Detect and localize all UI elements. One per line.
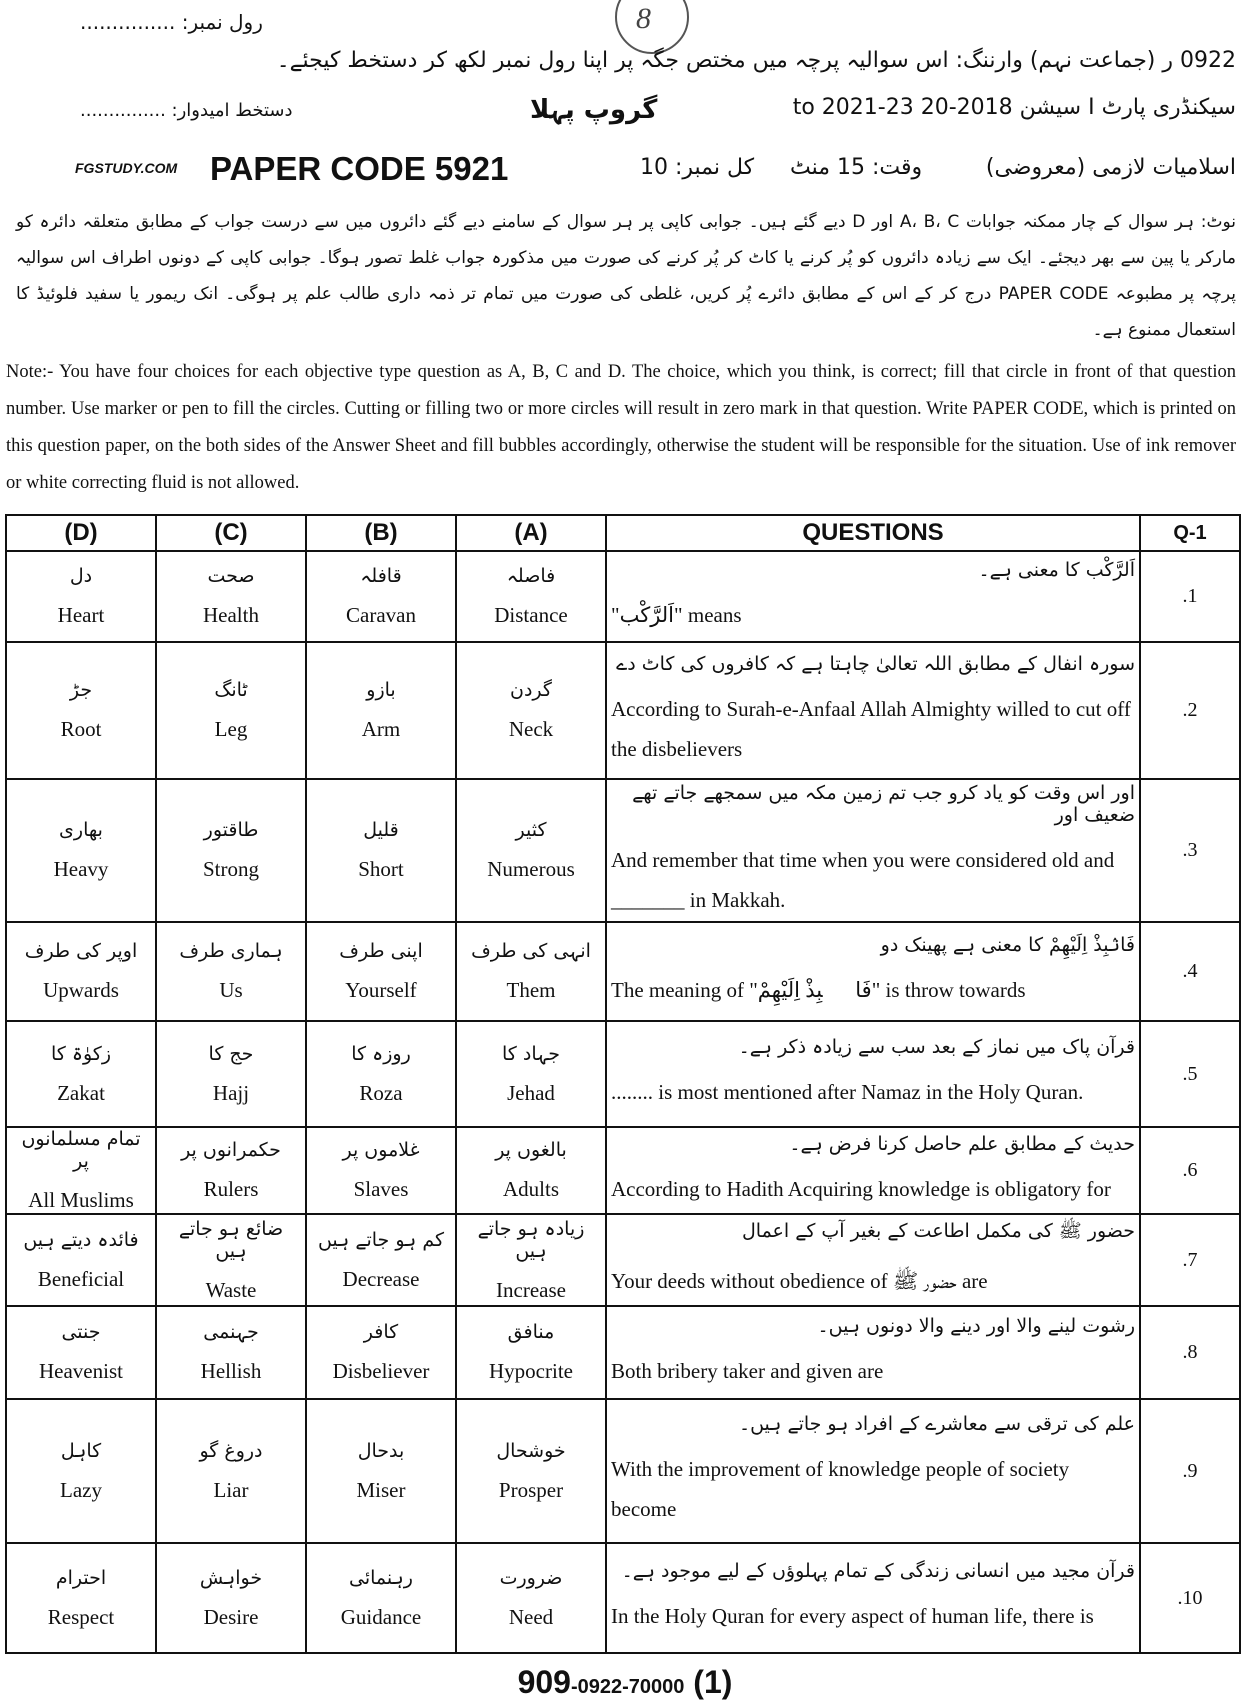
option-english: Heavenist xyxy=(39,1359,123,1383)
option-urdu: ٹانگ xyxy=(214,679,248,701)
question-cell xyxy=(606,922,1140,1021)
table-row xyxy=(6,779,1240,922)
option-urdu: غلاموں پر xyxy=(342,1139,420,1161)
question-cell xyxy=(606,1214,1140,1306)
option-english: Us xyxy=(219,978,243,1002)
option-b xyxy=(306,1399,456,1543)
question-number: .7 xyxy=(1140,1214,1240,1306)
option-urdu: منافق xyxy=(507,1321,555,1343)
question-number: .1 xyxy=(1140,551,1240,642)
option-urdu: بھاری xyxy=(59,819,103,841)
option-english: Waste xyxy=(205,1277,257,1302)
option-english: Short xyxy=(358,857,404,881)
table-row xyxy=(6,1306,1240,1399)
question-number: .10 xyxy=(1140,1543,1240,1653)
option-urdu: کافر xyxy=(363,1321,399,1343)
question-number: .5 xyxy=(1140,1021,1240,1127)
handwritten-mark: 8 xyxy=(636,2,651,35)
option-urdu: تمام مسلمانوں پر xyxy=(21,1128,141,1172)
option-b xyxy=(306,551,456,642)
option-english: Arm xyxy=(361,717,401,741)
option-urdu: قلیل xyxy=(363,819,399,841)
question-cell xyxy=(606,1021,1140,1127)
option-a xyxy=(456,642,606,779)
question-urdu: حضور ﷺ کی مکمل اطاعت کے بغیر آپ کے اعمال xyxy=(741,1220,1135,1242)
option-urdu: دل xyxy=(69,565,93,587)
footer-code: 909 xyxy=(517,1664,571,1700)
question-cell xyxy=(606,1306,1140,1399)
option-b xyxy=(306,1306,456,1399)
option-urdu: کاہل xyxy=(60,1439,102,1462)
option-urdu: فائدہ دیتے ہیں xyxy=(23,1228,139,1251)
option-english: Upwards xyxy=(43,978,119,1002)
question-english: ........ is most mentioned after Namaz in the Holy Quran. xyxy=(611,1080,1084,1104)
option-c xyxy=(156,642,306,779)
session-line: سیکنڈری پارٹ I سیشن 2018-20 to 2021-23 xyxy=(792,95,1236,120)
question-english: Both bribery taker and given are xyxy=(611,1358,884,1383)
question-urdu: حدیث کے مطابق علم حاصل کرنا فرض ہے۔ xyxy=(789,1132,1135,1155)
option-d xyxy=(6,1214,156,1306)
option-english: Need xyxy=(508,1604,554,1629)
option-urdu: کم ہو جاتے ہیں xyxy=(317,1228,445,1251)
option-english: Roza xyxy=(359,1080,403,1105)
option-urdu: رہنمائی xyxy=(349,1566,413,1589)
table-header-row xyxy=(6,515,1240,551)
option-d xyxy=(6,1399,156,1543)
site-watermark: FGSTUDY.COM xyxy=(75,160,178,176)
option-urdu: جہنمی xyxy=(203,1321,259,1343)
english-note: Note:- You have four choices for each objective type question as A, B, C and D. The choice, which you think, is correct; fill that circle in front of that question number. Use marker or pen to fill the circles. Cutting or filling two or more circles will result in zero mark in that question. Write PAPER CODE, which is printed on this question paper, on the both sides of the Answer Sheet and fill bubbles accordingly, otherwise the student will be responsible for the situation. Use of ink remover or white correcting fluid is not allowed. xyxy=(6,362,1236,493)
option-english: Desire xyxy=(203,1604,259,1629)
option-urdu: ضرورت xyxy=(499,1566,563,1589)
option-english: Lazy xyxy=(60,1477,102,1502)
option-a xyxy=(456,551,606,642)
question-english: "اَلرَّکْب" means xyxy=(611,602,742,627)
option-english: Distance xyxy=(494,603,568,627)
option-english: Miser xyxy=(356,1477,406,1502)
option-urdu: زیادہ ہو جاتے ہیں xyxy=(477,1217,585,1262)
option-urdu: خوشحال xyxy=(496,1439,566,1462)
table-row xyxy=(6,1543,1240,1653)
option-english: Heavy xyxy=(53,857,109,881)
option-english: Numerous xyxy=(487,857,575,881)
option-b xyxy=(306,1127,456,1214)
question-cell xyxy=(606,779,1140,922)
option-english: Increase xyxy=(496,1277,566,1302)
option-urdu: خواہش xyxy=(199,1566,263,1589)
question-urdu: فَانۢبِذْ اِلَيْهِمْ کا معنی ہے پھینک دو xyxy=(880,933,1135,956)
option-english: Neck xyxy=(508,717,554,741)
option-urdu: صحت xyxy=(207,565,255,587)
table-row xyxy=(6,1127,1240,1214)
question-urdu: اور اس وقت کو یاد کرو جب تم زمین مکہ میں سمجھے جاتے تھے ضعیف اور xyxy=(632,781,1135,826)
option-urdu: گردن xyxy=(510,679,552,701)
table-row xyxy=(6,1399,1240,1543)
option-urdu: اوپر کی طرف xyxy=(24,940,138,962)
option-urdu: قافلہ xyxy=(360,565,402,587)
option-b xyxy=(306,1021,456,1127)
option-d xyxy=(6,1306,156,1399)
option-english: Health xyxy=(203,603,259,627)
question-cell xyxy=(606,551,1140,642)
option-c xyxy=(156,1021,306,1127)
header-a: (A) xyxy=(456,515,606,551)
question-english: In the Holy Quran for every aspect of human life, there is xyxy=(611,1604,1094,1628)
table-row xyxy=(6,551,1240,642)
option-english: Hajj xyxy=(212,1080,250,1105)
option-b xyxy=(306,642,456,779)
total-marks: کل نمبر: 10 xyxy=(640,155,755,180)
option-english: Beneficial xyxy=(37,1266,125,1291)
option-b xyxy=(306,1214,456,1306)
option-a xyxy=(456,1214,606,1306)
question-number: .2 xyxy=(1140,642,1240,779)
option-english: Slaves xyxy=(353,1177,409,1201)
question-number: .8 xyxy=(1140,1306,1240,1399)
option-english: Guidance xyxy=(340,1604,422,1629)
option-urdu: حکمرانوں پر xyxy=(181,1139,281,1161)
option-english: Hellish xyxy=(200,1359,262,1383)
question-english: With the improvement of knowledge people of society become xyxy=(611,1457,1070,1521)
option-english: Adults xyxy=(502,1177,559,1201)
footer-rest: -0922-70000 xyxy=(570,1676,685,1698)
option-c xyxy=(156,1127,306,1214)
option-b xyxy=(306,1543,456,1653)
option-urdu: دروغ گو xyxy=(199,1439,263,1462)
mcq-table xyxy=(5,514,1241,1654)
urdu-note: نوٹ: ہر سوال کے چار ممکنہ جوابات A، B، C اور D دیے گئے ہیں۔ جوابی کاپی پر ہر سوال کے سامنے دیے گئے دائروں میں سے درست جواب کے مطابق متعلقہ دائرہ کو مارکر یا پین سے بھر دیجئے۔ ایک سے زیادہ دائروں کو پُر کرنے یا کاٹ کر پُر کرنے کی صورت میں مذکورہ جواب غلط تصور ہوگا۔ جوابی کاپی کے دونوں اطراف اس سوالیہ پرچہ پر مطبوعہ PAPER CODE درج کر کے اس کے مطابق دائرے پُر کریں، غلطی کی صورت میں تمام تر ذمہ داری طالب علم پر ہوگی۔ انک ریمور یا سفید فلوئیڈ کا استعمال ممنوع ہے۔ xyxy=(16,212,1236,340)
candidate-signature-field: دستخط امیدوار: ............... xyxy=(80,100,293,121)
question-english: The meaning of "فَانۢبِذْ اِلَيْهِمْ" is throw towards xyxy=(611,977,1026,1002)
option-english: Zakat xyxy=(57,1080,105,1105)
option-c xyxy=(156,779,306,922)
option-a xyxy=(456,1399,606,1543)
option-c xyxy=(156,1214,306,1306)
question-urdu: سورہ انفال کے مطابق اللہ تعالیٰ چاہتا ہے کہ کافروں کی کاٹ دے xyxy=(616,652,1135,675)
option-english: Prosper xyxy=(498,1477,564,1502)
question-cell xyxy=(606,642,1140,779)
question-english: According to Hadith Acquiring knowledge is obligatory for xyxy=(611,1176,1111,1201)
page-footer xyxy=(0,1664,1250,1701)
option-urdu: جہاد کا xyxy=(501,1042,560,1065)
header-q1: Q-1 xyxy=(1140,515,1240,551)
subject-title: اسلامیات لازمی (معروضی) xyxy=(985,155,1236,180)
option-urdu: احترام xyxy=(55,1566,107,1589)
option-d xyxy=(6,642,156,779)
option-english: Hypocrite xyxy=(489,1359,573,1383)
question-english: And remember that time when you were considered old and _______ in Makkah. xyxy=(611,847,1115,912)
option-a xyxy=(456,779,606,922)
question-urdu: قرآن پاک میں نماز کے بعد سب سے زیادہ ذکر ہے۔ xyxy=(738,1036,1135,1058)
option-c xyxy=(156,1543,306,1653)
option-d xyxy=(6,1543,156,1653)
option-d xyxy=(6,551,156,642)
question-english: According to Surah-e-Anfaal Allah Almighty willed to cut off the disbelievers xyxy=(611,696,1131,761)
option-urdu: طاقتور xyxy=(203,819,259,841)
option-urdu: انہی کی طرف xyxy=(471,940,591,962)
option-b xyxy=(306,922,456,1021)
option-english: Caravan xyxy=(346,603,416,627)
option-a xyxy=(456,1543,606,1653)
header-questions: QUESTIONS xyxy=(606,515,1140,551)
option-d xyxy=(6,922,156,1021)
table-row xyxy=(6,1021,1240,1127)
question-urdu: رشوت لینے والا اور دینے والا دونوں ہیں۔ xyxy=(817,1314,1135,1337)
option-a xyxy=(456,1021,606,1127)
option-english: Rulers xyxy=(203,1177,259,1201)
option-urdu: اپنی طرف xyxy=(339,940,423,962)
option-d xyxy=(6,1021,156,1127)
option-urdu: حج کا xyxy=(208,1042,254,1065)
header-d: (D) xyxy=(6,515,156,551)
question-cell xyxy=(606,1399,1140,1543)
option-english: All Muslims xyxy=(28,1188,134,1212)
table-row xyxy=(6,922,1240,1021)
option-english: Heart xyxy=(57,603,105,627)
header-c: (C) xyxy=(156,515,306,551)
body-flow xyxy=(0,204,1250,1701)
option-english: Jehad xyxy=(507,1080,555,1105)
option-c xyxy=(156,1399,306,1543)
option-english: Strong xyxy=(202,857,259,881)
footer-page: (1) xyxy=(693,1664,733,1700)
table-row xyxy=(6,642,1240,779)
question-number: .9 xyxy=(1140,1399,1240,1543)
option-english: Them xyxy=(506,978,556,1002)
option-urdu: بدحال xyxy=(357,1439,405,1462)
table-row xyxy=(6,1214,1240,1306)
option-urdu: بازو xyxy=(366,679,396,701)
option-english: Liar xyxy=(213,1477,249,1502)
option-a xyxy=(456,1306,606,1399)
roll-number-field: رول نمبر: ............... xyxy=(80,10,263,34)
question-english: Your deeds without obedience of حضور ﷺ are xyxy=(611,1269,988,1293)
option-c xyxy=(156,922,306,1021)
question-cell xyxy=(606,1127,1140,1214)
option-english: Yourself xyxy=(345,978,417,1002)
option-urdu: فاصلہ xyxy=(506,565,556,587)
option-d xyxy=(6,779,156,922)
option-urdu: زکوٰۃ کا xyxy=(50,1042,112,1065)
header-b: (B) xyxy=(306,515,456,551)
option-urdu: ہماری طرف xyxy=(179,940,283,962)
option-c xyxy=(156,551,306,642)
question-urdu: اَلرَّکْب کا معنی ہے۔ xyxy=(978,558,1135,581)
question-urdu: علم کی ترقی سے معاشرے کے افراد ہو جاتے ہیں۔ xyxy=(738,1413,1135,1435)
option-a xyxy=(456,922,606,1021)
warning-line: 0922 ر (جماعت نہم) وارننگ: اس سوالیہ پرچہ میں مختص جگہ پر اپنا رول نمبر لکھ کر دستخط کیجئے۔ xyxy=(276,48,1236,73)
option-urdu: روزہ کا xyxy=(351,1042,411,1065)
option-urdu: بالغوں پر xyxy=(495,1139,567,1161)
group-label: گروپ پہلا xyxy=(530,95,658,125)
option-urdu: کثیر xyxy=(515,819,547,841)
paper-code: PAPER CODE 5921 xyxy=(210,150,509,187)
option-english: Respect xyxy=(47,1604,115,1629)
option-urdu: ضائع ہو جاتے ہیں xyxy=(178,1217,284,1262)
option-urdu: جڑ xyxy=(69,679,93,701)
question-number: .3 xyxy=(1140,779,1240,922)
option-english: Decrease xyxy=(342,1266,420,1291)
option-english: Leg xyxy=(214,717,248,741)
option-english: Root xyxy=(60,717,102,741)
option-english: Disbeliever xyxy=(332,1359,430,1383)
question-urdu: قرآن مجید میں انسانی زندگی کے تمام پہلوؤں کے لیے موجود ہے۔ xyxy=(621,1560,1135,1582)
question-number: .6 xyxy=(1140,1127,1240,1214)
handwritten-mark-circle xyxy=(615,0,689,54)
question-cell xyxy=(606,1543,1140,1653)
option-a xyxy=(456,1127,606,1214)
option-d xyxy=(6,1127,156,1214)
option-urdu: جنتی xyxy=(61,1321,101,1343)
option-c xyxy=(156,1306,306,1399)
time-allowed: وقت: 15 منٹ xyxy=(790,155,923,180)
option-b xyxy=(306,779,456,922)
question-number: .4 xyxy=(1140,922,1240,1021)
